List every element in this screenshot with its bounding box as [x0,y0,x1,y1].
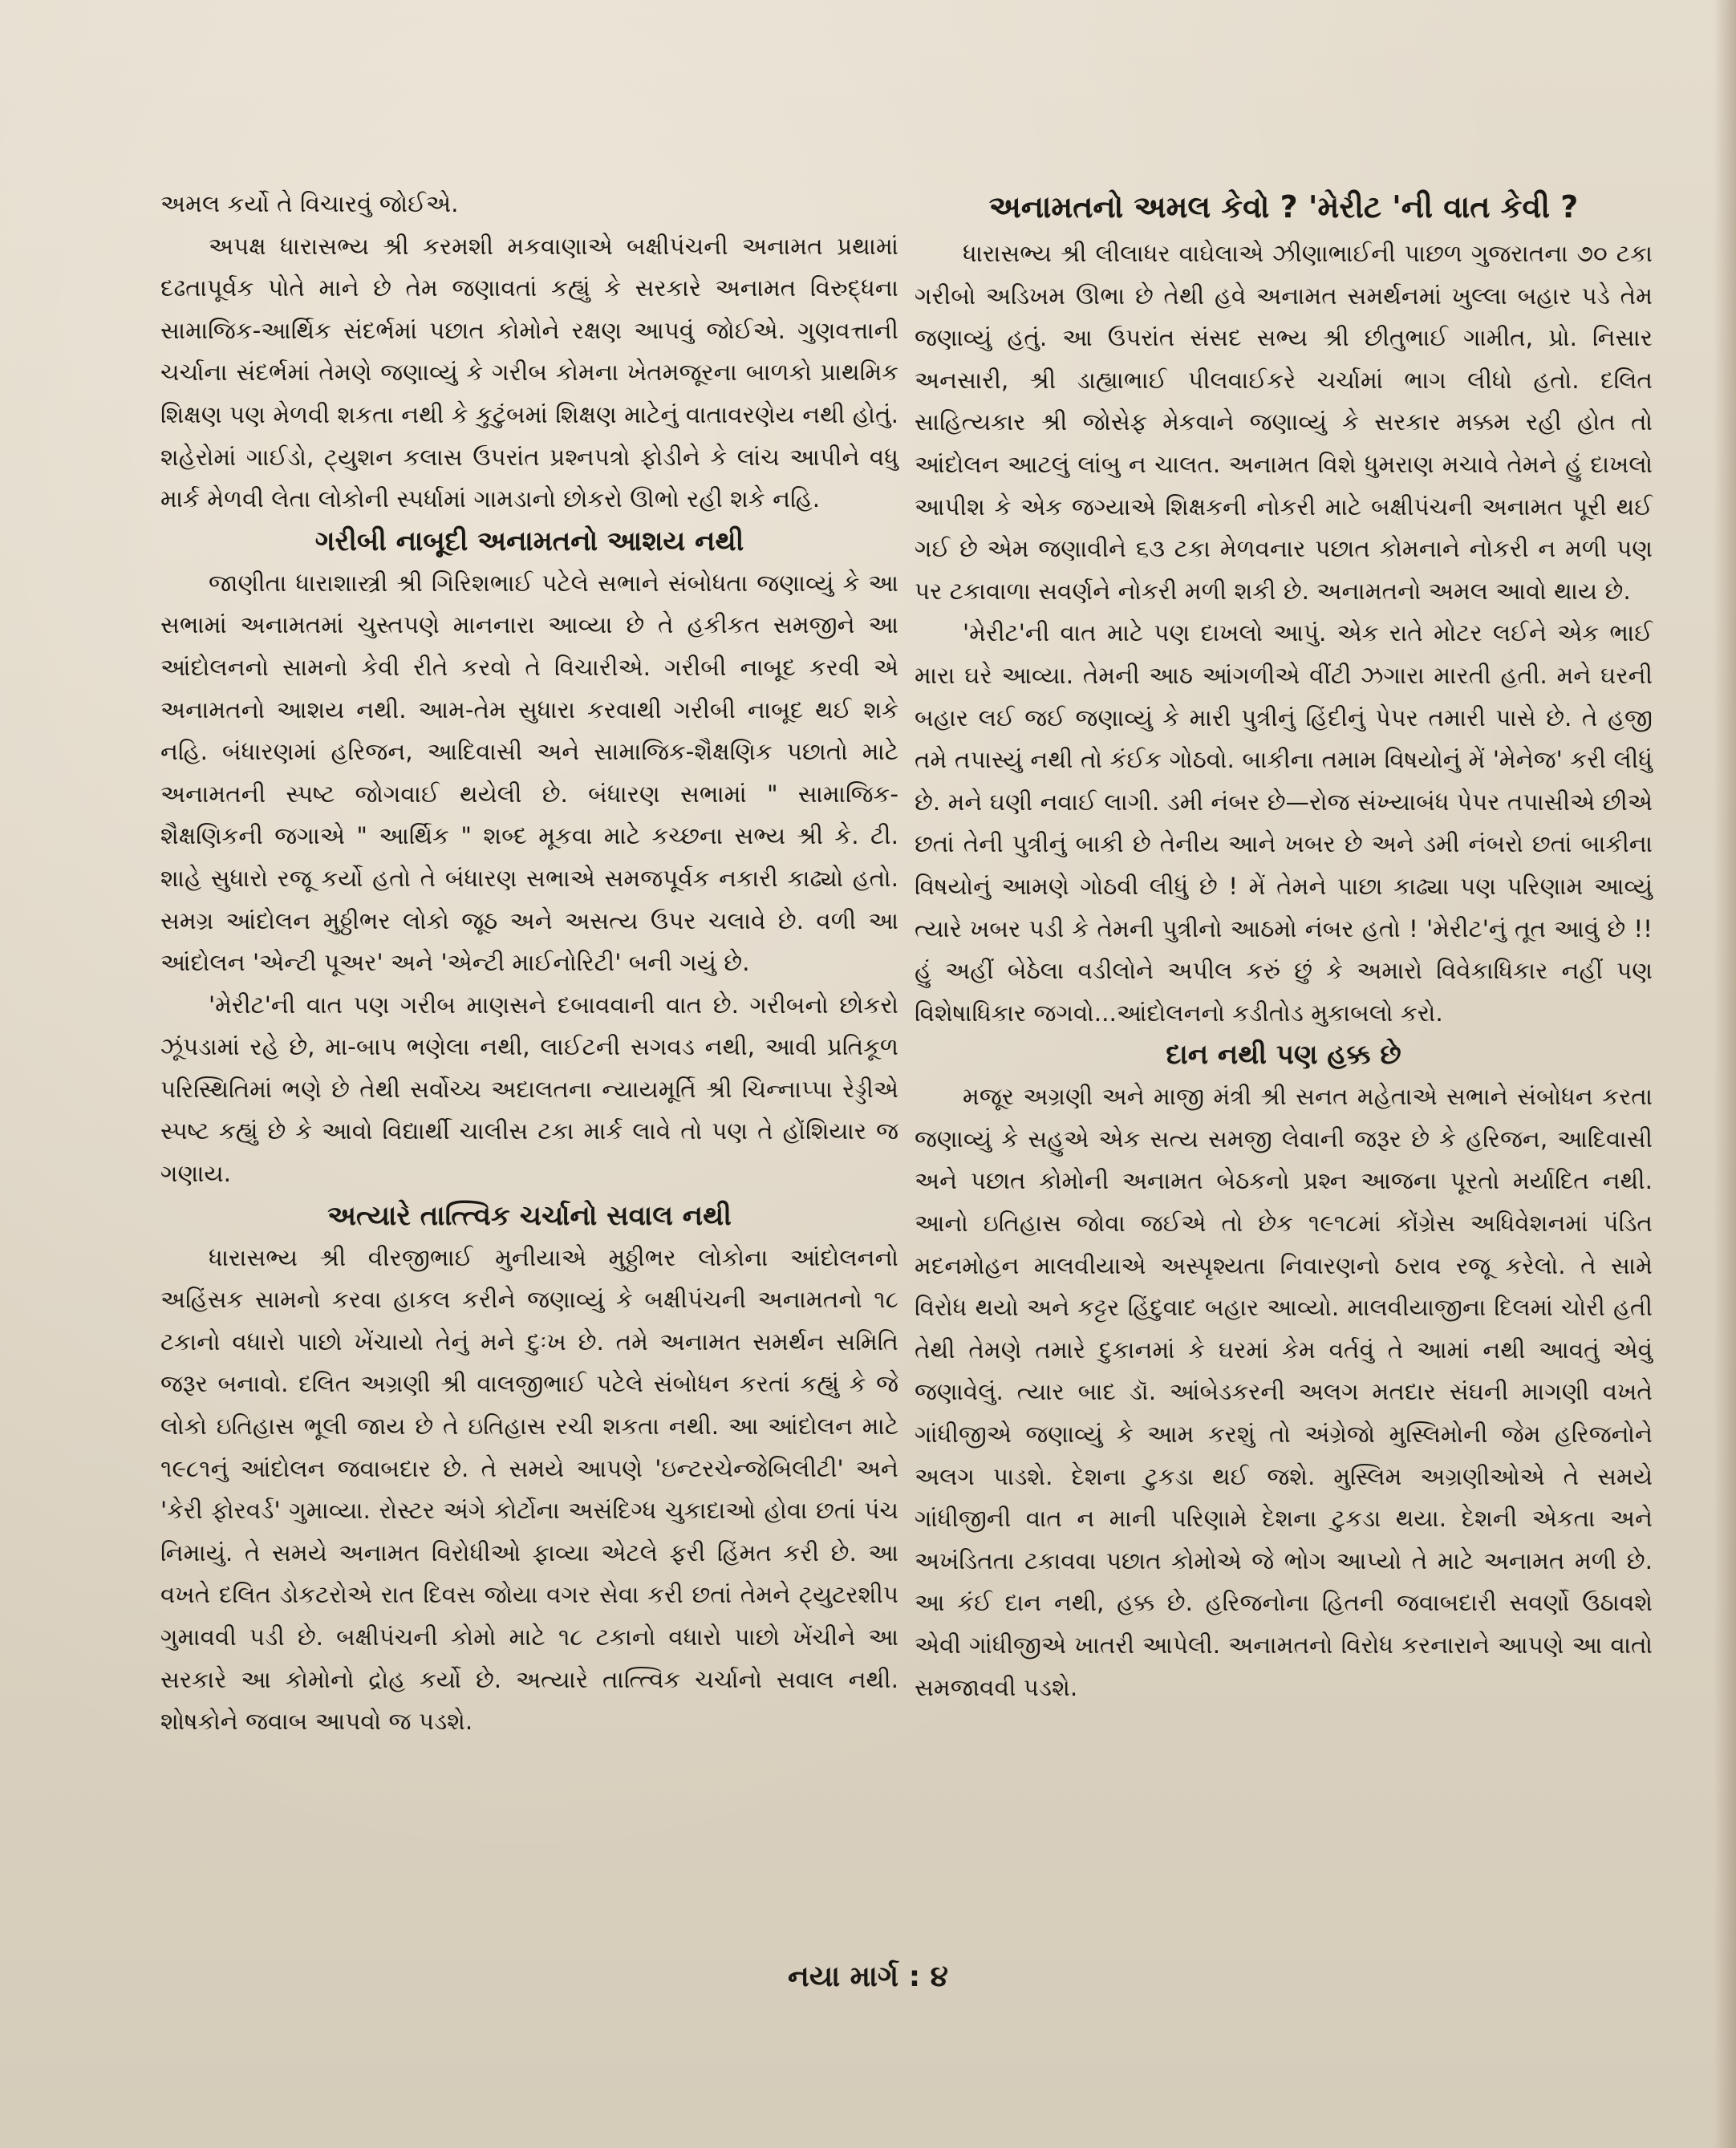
paragraph-girishbhai-patel: જાણીતા ધારાશાસ્ત્રી શ્રી ગિરિશભાઈ પટેલે સભાને સંબોધતા જણાવ્યું કે આ સભામાં અનામતમાં ચુસ્તપણે માનનારા આવ્યા છે તે હકીકત સમજીને આ આંદોલનનો સામનો કેવી રીતે કરવો તે વિચારીએ. ગરીબી નાબૂદ કરવી એ અનામતનો આશય નથી. આમ-તેમ સુધારા કરવાથી ગરીબી નાબૂદ થઈ શકે નહિ. બંધારણમાં હરિજન, આદિવાસી અને સામાજિક-શૈક્ષણિક પછાતો માટે અનામતની સ્પષ્ટ જોગવાઈ થયેલી છે. બંધારણ સભામાં " સામાજિક-શૈક્ષણિકની જગાએ " આર્થિક " શબ્દ મૂકવા માટે કચ્છના સભ્ય શ્રી કે. ટી. શાહે સુધારો રજૂ કર્યો હતો તે બંધારણ સભાએ સમજપૂર્વક નકારી કાઢ્યો હતો. સમગ્ર આંદોલન મુઠ્ઠીભર લોકો જૂઠ અને અસત્ય ઉપર ચલાવે છે. વળી આ આંદોલન 'એન્ટી પૂઅર' અને 'એન્ટી માઈનોરિટી' બની ગયું છે. [160,569,898,977]
paragraph-continued: અમલ કર્યો તે વિચારવું જોઈએ. [160,190,459,217]
paragraph-liladhar-vaghela: ધારાસભ્ય શ્રી લીલાધર વાઘેલાએ ઝીણાભાઈની પાછળ ગુજરાતના ૭૦ ટકા ગરીબો અડિખમ ઊભા છે તેથી હવે અનામત સમર્થનમાં ખુલ્લા બહાર પડે તેમ જણાવ્યું હતું. આ ઉપરાંત સંસદ સભ્ય શ્રી છીતુભાઈ ગામીત, પ્રો. નિસાર અનસારી, શ્રી ડાહ્યાભાઈ પીલવાઈકરે ચર્ચામાં ભાગ લીધો હતો. દલિત સાહિત્યકાર શ્રી જોસેફ મેકવાને જણાવ્યું કે સરકાર મક્કમ રહી હોત તો આંદોલન આટલું લાંબુ ન ચાલત. અનામત વિશે ધુમરાણ મચાવે તેમને હું દાખલો આપીશ કે એક જગ્યાએ શિક્ષકની નોકરી માટે બક્ષીપંચની અનામત પૂરી થઈ ગઈ છે એમ જણાવીને ૬૩ ટકા મેળવનાર પછાત કોમનાને નોકરી ન મળી પણ પર ટકાવાળા સવર્ણને નોકરી મળી શકી છે. અનામતનો અમલ આવો થાય છે. [915,240,1653,605]
paragraph-karamshi-makwana: અપક્ષ ધારાસભ્ય શ્રી કરમશી મકવાણાએ બક્ષીપંચની અનામત પ્રથામાં દઢતાપૂર્વક પોતે માને છે તેમ જણાવતાં કહ્યું કે સરકારે અનામત વિરુદ્ધના સામાજિક-આર્થિક સંદર્ભમાં પછાત કોમોને રક્ષણ આપવું જોઈએ. ગુણવત્તાની ચર્ચાના સંદર્ભમાં તેમણે જણાવ્યું કે ગરીબ કોમના ખેતમજૂરના બાળકો પ્રાથમિક શિક્ષણ પણ મેળવી શકતા નથી કે કુટુંબમાં શિક્ષણ માટેનું વાતાવરણેય નથી હોતું. શહેરોમાં ગાઈડો, ટ્યુશન કલાસ ઉપરાંત પ્રશ્નપત્રો ફોડીને કે લાંચ આપીને વધુ માર્ક મેળવી લેતા લોકોની સ્પર્ધામાં ગામડાનો છોકરો ઊભો રહી શકે નહિ. [160,232,898,513]
section-heading-right-not-charity: દાન નથી પણ હક્ક છે [1166,1039,1401,1072]
left-column [160,183,898,1743]
paragraph-virjibhai-muniya: ધારાસભ્ય શ્રી વીરજીભાઈ મુનીયાએ મુઠ્ઠીભર લોકોના આંદોલનનો અહિંસક સામનો કરવા હાકલ કરીને જણાવ્યું કે બક્ષીપંચની અનામતનો ૧૮ ટકાનો વધારો પાછો ખેંચાયો તેનું મને દુઃખ છે. તમે અનામત સમર્થન સમિતિ જરૂર બનાવો. દલિત અગ્રણી શ્રી વાલજીભાઈ પટેલે સંબોધન કરતાં કહ્યું કે જે લોકો ઇતિહાસ ભૂલી જાય છે તે ઇતિહાસ રચી શકતા નથી. આ આંદોલન માટે ૧૯૮૧નું આંદોલન જવાબદાર છે. તે સમયે આપણે 'ઇન્ટરચેન્જેબિલીટી' અને 'કેરી ફોરવર્ડ' ગુમાવ્યા. રોસ્ટર અંગે કોર્ટોના અસંદિગ્ધ ચુકાદાઓ હોવા છતાં પંચ નિમાયું. તે સમયે અનામત વિરોધીઓ ફાવ્યા એટલે ફરી હિંમત કરી છે. આ વખતે દલિત ડોકટરોએ રાત દિવસ જોયા વગર સેવા કરી છતાં તેમને ટ્યુટરશીપ ગુમાવવી પડી છે. બક્ષીપંચની કોમો માટે ૧૮ ટકાનો વધારો પાછો ખેંચીને આ સરકારે આ કોમોનો દ્રોહ કર્યો છે. અત્યારે તાત્ત્વિક ચર્ચાનો સવાલ નથી. શોષકોને જવાબ આપવો જ પડશે. [160,1243,898,1736]
paragraph-sanat-mehta: મજૂર અગ્રણી અને માજી મંત્રી શ્રી સનત મહેતાએ સભાને સંબોધન કરતા જણાવ્યું કે સહુએ એક સત્ય સમજી લેવાની જરૂર છે કે હરિજન, આદિવાસી અને પછાત કોમોની અનામત બેઠકનો પ્રશ્ન આજના પૂરતો મર્યાદિત નથી. આનો ઇતિહાસ જોવા જઈએ તો છેક ૧૯૧૮માં કોંગ્રેસ અધિવેશનમાં પંડિત મદનમોહન માલવીયાએ અસ્પૃશ્યતા નિવારણનો ઠરાવ રજૂ કરેલો. તે સામે વિરોધ થયો અને કટ્ટર હિંદુવાદ બહાર આવ્યો. માલવીયાજીના દિલમાં ચોરી હતી તેથી તેમણે તમારે દુકાનમાં કે ઘરમાં કેમ વર્તવું તે આમાં નથી આવતું એવું જણાવેલું. ત્યાર બાદ ડૉ. આંબેડકરની અલગ મતદાર સંઘની માગણી વખતે ગાંધીજીએ જણાવ્યું કે આમ કરશું તો અંગ્રેજો મુસ્લિમોની જેમ હરિજનોને અલગ પાડશે. દેશના ટુકડા થઈ જશે. મુસ્લિમ અગ્રણીઓએ તે સમયે ગાંધીજીની વાત ન માની પરિણામે દેશના ટુકડા થયા. દેશની એકતા અને અખંડિતતા ટકાવવા પછાત કોમોએ જે ભોગ આપ્યો તે માટે અનામત મળી છે. આ કંઈ દાન નથી, હક્ક છે. હરિજનોના હિતની જવાબદારી સવર્ણો ઉઠાવશે એવી ગાંધીજીએ ખાતરી આપેલી. અનામતનો વિરોધ કરનારાને આપણે આ વાતો સમજાવવી પડશે. [915,1083,1653,1701]
section-heading-poverty: ગરીબી નાબૂદી અનામતનો આશય નથી [314,525,744,557]
section-heading-philosophical: અત્યારે તાત્ત્વિક ચર્ચાનો સવાલ નથી [327,1199,732,1232]
page-edge-shadow [1714,0,1736,2148]
paragraph-merit-example: 'મેરીટ'ની વાત માટે પણ દાખલો આપું. એક રાતે મોટર લઈને એક ભાઈ મારા ઘરે આવ્યા. તેમની આઠ આંગળીએ વીંટી ઝગારા મારતી હતી. મને ઘરની બહાર લઈ જઈ જણાવ્યું કે મારી પુત્રીનું હિંદીનું પેપર તમારી પાસે છે. તે હજી તમે તપાસ્યું નથી તો કંઈક ગોઠવો. બાકીના તમામ વિષયોનું મેં 'મેનેજ' કરી લીધું છે. મને ઘણી નવાઈ લાગી. ડમી નંબર છે—રોજ સંખ્યાબંધ પેપર તપાસીએ છીએ છતાં તેની પુત્રીનું બાકી છે તેનીય આને ખબર છે અને ડમી નંબરો છતાં બાકીના વિષયોનું આમણે ગોઠવી લીધું છે ! મેં તેમને પાછા કાઢ્યા પણ પરિણામ આવ્યું ત્યારે ખબર પડી કે તેમની પુત્રીનો આઠમો નંબર હતો ! 'મેરીટ'નું તૂત આવું છે !! હું અહીં બેઠેલા વડીલોને અપીલ કરું છું કે અમારો વિવેકાધિકાર નહીં પણ વિશેષાધિકાર જગવો...આંદોલનનો કડીતોડ મુકાબલો કરો. [915,619,1653,1027]
paragraph-merit-poor: 'મેરીટ'ની વાત પણ ગરીબ માણસને દબાવવાની વાત છે. ગરીબનો છોકરો ઝૂંપડામાં રહે છે, મા-બાપ ભણેલા નથી, લાઈટની સગવડ નથી, આવી પ્રતિકૂળ પરિસ્થિતિમાં ભણે છે તેથી સર્વોચ્ચ અદાલતના ન્યાયમૂર્તિ શ્રી ચિન્નાપ્પા રેડ્ડીએ સ્પષ્ટ કહ્યું છે કે આવો વિદ્યાર્થી ચાલીસ ટકા માર્ક લાવે તો પણ તે હોંશિયાર જ ગણાય. [160,991,898,1188]
page-folio: નયા માર્ગ : ૪ [788,1960,948,1993]
right-column [915,183,1653,1708]
section-heading-reservation-merit: અનામતનો અમલ કેવો ? 'મેરીટ 'ની વાત કેવી ? [988,189,1579,225]
